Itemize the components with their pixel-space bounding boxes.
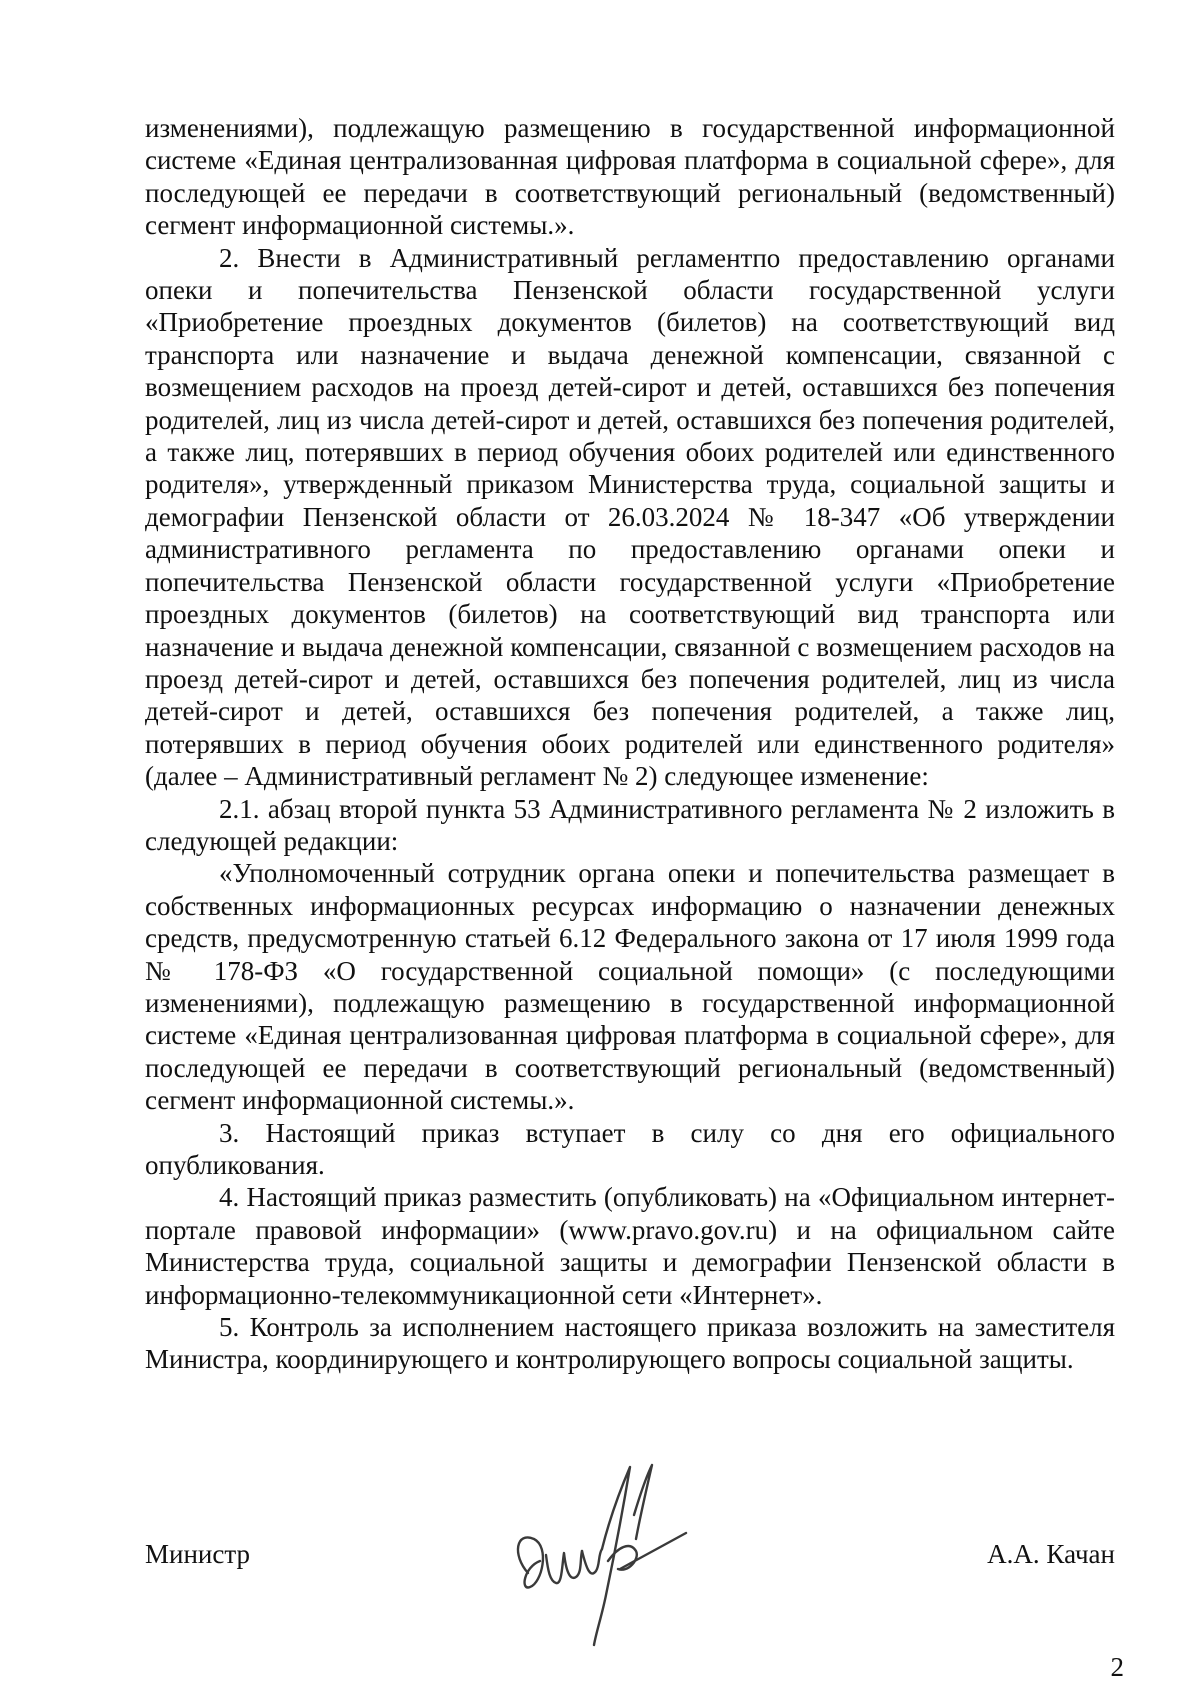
handwritten-signature-icon bbox=[490, 1455, 710, 1655]
signatory-name: А.А. Качан bbox=[987, 1539, 1115, 1569]
page-number: 2 bbox=[1110, 1652, 1124, 1682]
paragraph-item-5: 5. Контроль за исполнением настоящего приказа возложить на заместителя Министра, координирующего и контролирующего вопросы социальной защиты. bbox=[145, 1312, 1115, 1375]
paragraph-continuation: изменениями), подлежащую размещению в государственной информационной системе «Единая централизованная цифровая платформа в социальной сфере», для последующей ее передачи в соответствующий региональный (ведомственный) сегмент информационной системы.». bbox=[145, 113, 1115, 241]
document-body bbox=[145, 112, 1115, 1376]
paragraph-item-2-1: 2.1. абзац второй пункта 53 Административного регламента № 2 изложить в следующей редакции: bbox=[145, 793, 1115, 856]
paragraph-item-4: 4. Настоящий приказ разместить (опубликовать) на «Официальном интернет-портале правовой информации» (www.pravo.gov.ru) и на официальном сайте Министерства труда, социальной защиты и демографии Пензенской области в информационно-телекоммуникационной сети «Интернет». bbox=[145, 1182, 1115, 1310]
paragraph-quoted-text: «Уполномоченный сотрудник органа опеки и попечительства размещает в собственных информационных ресурсах информацию о назначении денежных средств, предусмотренную статьей 6.12 Федерального закона от 17 июля 1999 года № 178-ФЗ «О государственной социальной помощи» (с последующими изменениями), подлежащую размещению в государственной информационной системе «Единая централизованная цифровая платформа в социальной сфере», для последующей ее передачи в соответствующий региональный (ведомственный) сегмент информационной системы.». bbox=[145, 858, 1115, 1116]
signatory-title: Министр bbox=[145, 1539, 250, 1569]
paragraph-item-2: 2. Внести в Административный регламентпо предоставлению органами опеки и попечительства Пензенской области государственной услуги «Приобретение проездных документов (билетов) на соответствующий вид транспорта или назначение и выдача денежной компенсации, связанной с возмещением расходов на проезд детей-сирот и детей, оставшихся без попечения родителей, лиц из числа детей-сирот и детей, оставшихся без попечения родителей, а также лиц, потерявших в период обучения обоих родителей или единственного родителя», утвержденный приказом Министерства труда, социальной защиты и демографии Пензенской области от 26.03.2024 № 18-347 «Об утверждении административного регламента по предоставлению органами опеки и попечительства Пензенской области государственной услуги «Приобретение проездных документов (билетов) на соответствующий вид транспорта или назначение и выдача денежной компенсации, связанной с возмещением расходов на проезд детей-сирот и детей, оставшихся без попечения родителей, лиц из числа детей-сирот и детей, оставшихся без попечения родителей, а также лиц, потерявших в период обучения обоих родителей или единственного родителя» (далее – Административный регламент № 2) следующее изменение: bbox=[145, 242, 1115, 792]
paragraph-item-3: 3. Настоящий приказ вступает в силу со дня его официального опубликования. bbox=[145, 1117, 1115, 1180]
